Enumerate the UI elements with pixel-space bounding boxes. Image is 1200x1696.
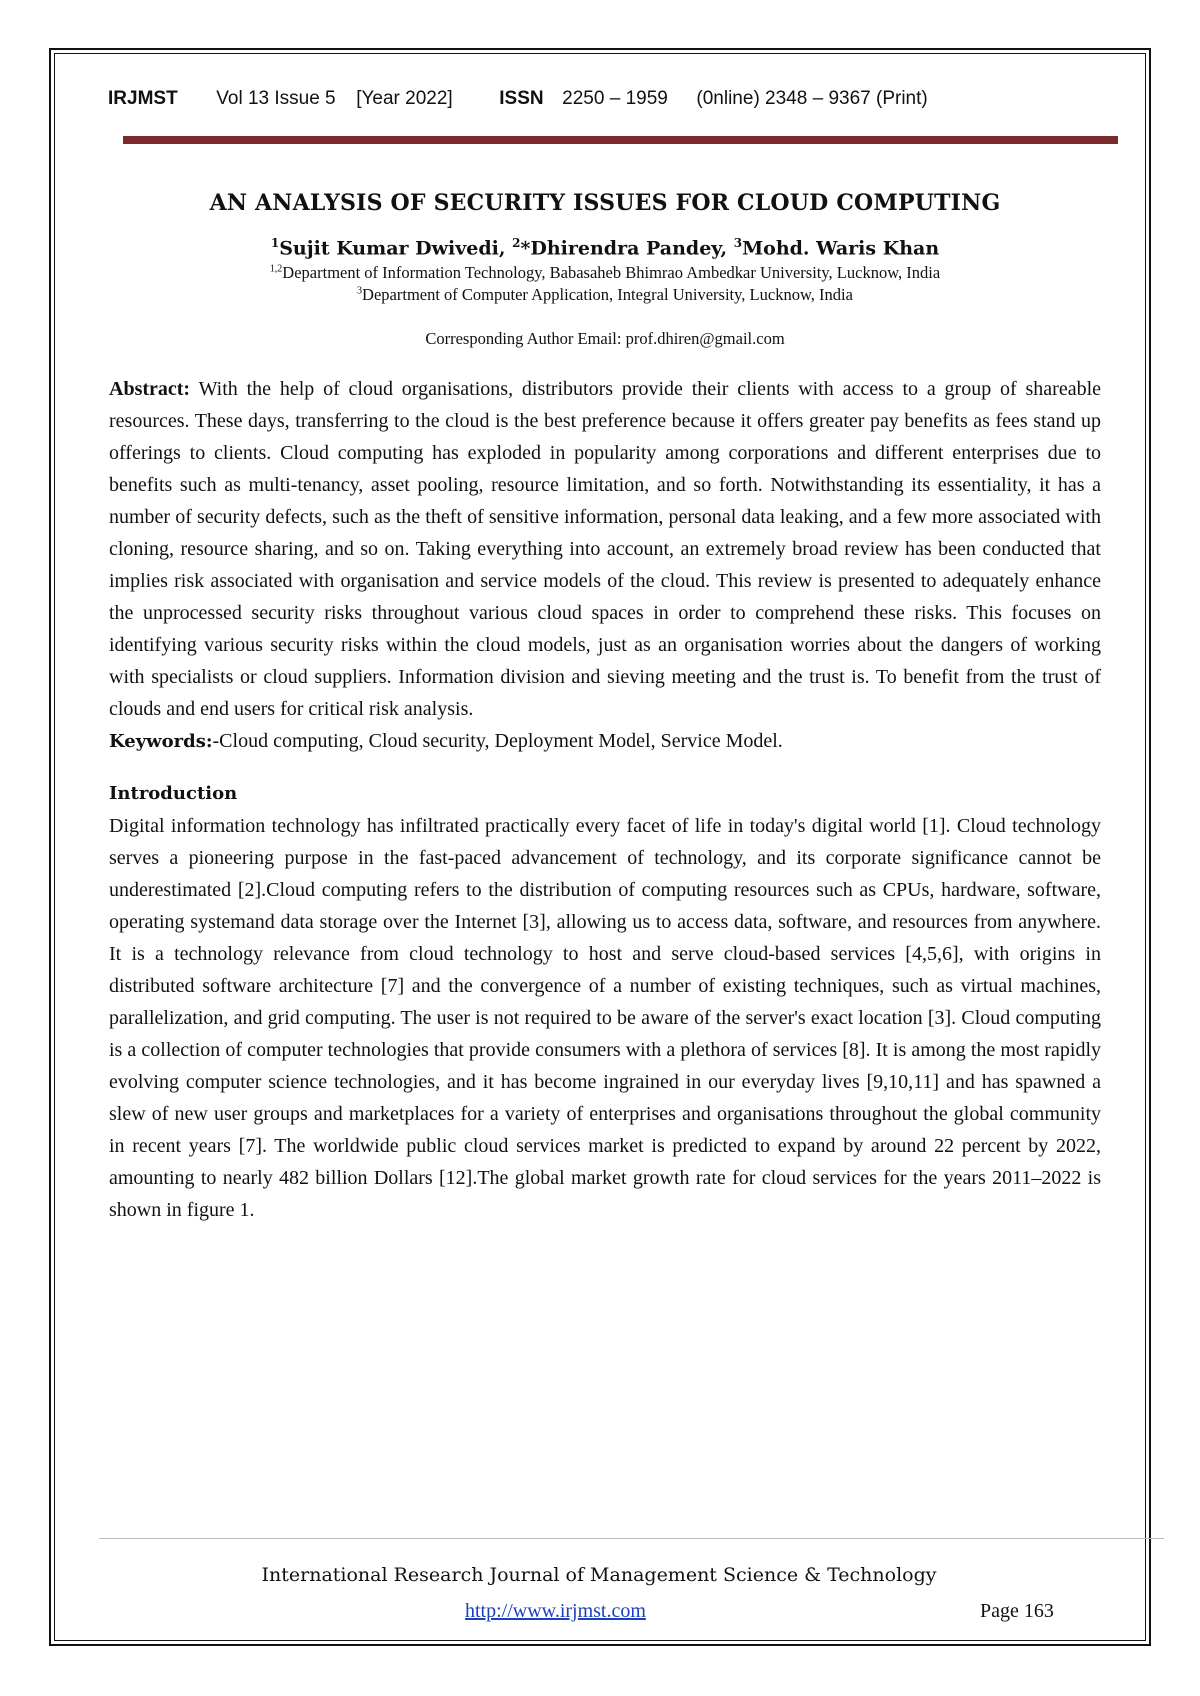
affiliation [109, 285, 1101, 305]
header-rule [123, 136, 1118, 144]
header-journal: IRJMST [108, 88, 178, 109]
header-volume: Vol 13 Issue 5 [216, 88, 336, 109]
author-name: Sujit Kumar Dwivedi, [279, 237, 506, 260]
header-year: [Year 2022] [356, 88, 453, 109]
author-sup: 2 [512, 236, 521, 250]
footer-rule [99, 1538, 1164, 1539]
keywords-label: Keywords: [109, 731, 213, 753]
keywords-line [109, 725, 1101, 758]
running-header [108, 88, 1008, 110]
page-number: Page 163 [980, 1600, 1054, 1622]
abstract-label: Abstract: [109, 378, 191, 401]
affiliation-text: Department of Information Technology, Babasaheb Bhimrao Ambedkar University, Lucknow, India [282, 263, 941, 283]
footer-journal-name: International Research Journal of Management Science & Technology [261, 1564, 937, 1586]
abstract-paragraph [109, 373, 1101, 725]
corresponding-email: Corresponding Author Email: prof.dhiren@gmail.com [425, 329, 785, 349]
author-name: *Dhirendra Pandey, [520, 237, 728, 260]
keywords-text: -Cloud computing, Cloud security, Deployment Model, Service Model. [212, 730, 783, 753]
author-sup: 3 [733, 236, 743, 250]
author-sup: 1 [270, 236, 280, 250]
affiliation-sup: 3 [357, 285, 363, 297]
introduction-paragraph: Digital information technology has infiltrated practically every facet of life in today's digital world [1]. Cloud technology serves a pioneering purpose in the fast-paced advancement of technology, and its corporate significance cannot be underestimated [2].Cloud computing refers to the distribution of computing resources such as CPUs, hardware, software, operating systemand data storage over the Internet [3], allowing us to access data, software, and resources from anywhere. It is a technology relevance from cloud technology to host and serve cloud-based services [4,5,6], with origins in distributed software architecture [7] and the convergence of a number of existing techniques, such as virtual machines, parallelization, and grid computing. The user is not required to be aware of the server's exact location [3]. Cloud computing is a collection of computer technologies that provide consumers with a plethora of services [8]. It is among the most rapidly evolving computer science technologies, and it has become ingrained in our everyday lives [9,10,11] and has spawned a slew of new user groups and marketplaces for a variety of enterprises and organisations throughout the global community in recent years [7]. The worldwide public cloud services market is predicted to expand by around 22 percent by 2022, amounting to nearly 482 billion Dollars [12].The global market growth rate for cloud services for the years 2011–2022 is shown in figure 1. [109, 815, 1101, 1222]
header-issn-label: ISSN [499, 88, 544, 109]
abstract-text: With the help of cloud organisations, distributors provide their clients with access to a group of shareable resources. These days, transferring to the cloud is the best preference because it offers greater pay benefits as fees stand up offerings to clients. Cloud computing has exploded in popularity among corporations and different enterprises due to benefits such as multi-tenancy, asset pooling, resource limitation, and so forth. Notwithstanding its essentiality, it has a number of security defects, such as the theft of sensitive information, personal data leaking, and a few more associated with cloning, resource sharing, and so on. Taking everything into account, an extremely broad review has been conducted that implies risk associated with organisation and service models of the cloud. This review is presented to adequately enhance the unprocessed security risks throughout various cloud spaces in order to comprehend these risks. This focuses on identifying various security risks within the cloud models, just as an organisation worries about the dangers of working with specialists or cloud suppliers. Information division and sieving meeting and the trust is. To benefit from the trust of clouds and end users for critical risk analysis. [109, 378, 1102, 721]
affiliation-text: Department of Computer Application, Integral University, Lucknow, India [362, 285, 853, 305]
paper-body [109, 190, 1101, 1226]
author-list [109, 236, 1101, 259]
author-name: Mohd. Waris Khan [742, 237, 940, 260]
footer-website-link[interactable]: http://www.irjmst.com [465, 1600, 646, 1622]
paper-title: AN ANALYSIS OF SECURITY ISSUES FOR CLOUD COMPUTING [209, 190, 1001, 216]
header-issn-online: 2250 – 1959 [562, 88, 668, 109]
introduction-heading: Introduction [109, 783, 238, 805]
header-issn-print: (0nline) 2348 – 9367 (Print) [696, 88, 928, 109]
affiliation-sup: 1,2 [269, 263, 283, 275]
affiliation [109, 263, 1101, 283]
